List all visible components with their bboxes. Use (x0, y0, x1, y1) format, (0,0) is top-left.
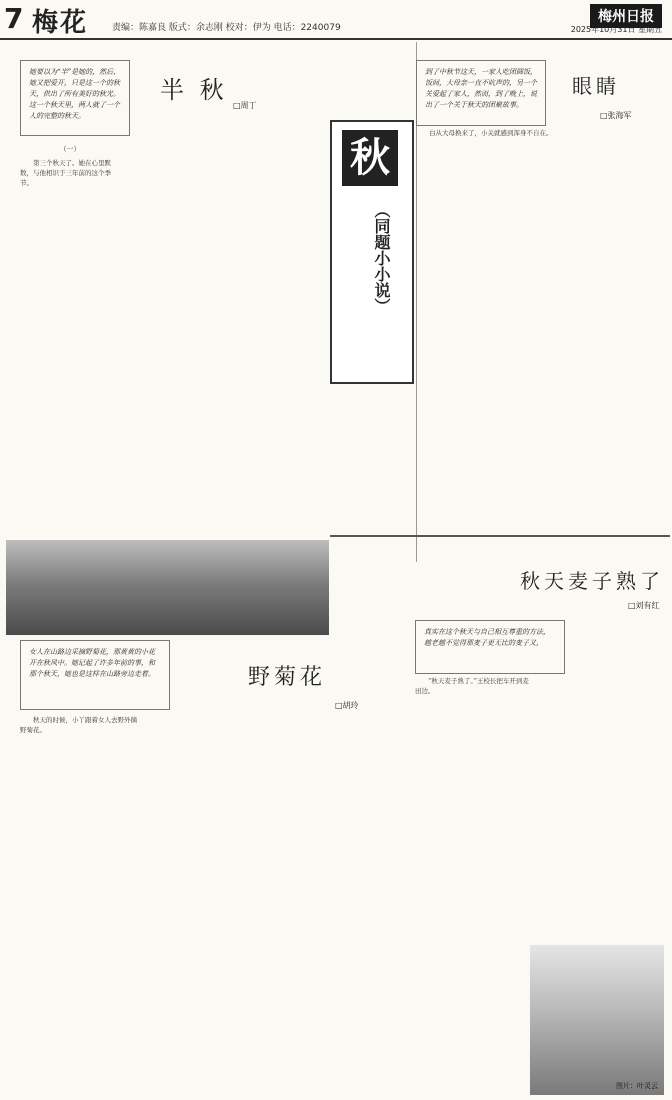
maizi-author: □刘有红 (628, 601, 660, 610)
maizi-intro: 真实在这个秋天与自己相互尊重的方法，越老越不觉得那麦子更无比的麦子又， (415, 620, 565, 674)
page-number: 7 (4, 2, 24, 35)
theme-subtitle: （同题小小说） (372, 202, 391, 314)
yejuhua-intro: 女人在山路边采摘野菊花，那黄黄的小花开在秋风中。她记起了许多年前的事，和那个秋天，她也是这样在山路旁边走着。 (20, 640, 170, 710)
credits: 责编：陈嘉良 版式：余志刚 校对：伊为 电话：2240079 (112, 23, 341, 33)
banqiu-author: □周丁 (233, 101, 257, 110)
wheat-photo (530, 945, 664, 1095)
yejuhua-body (20, 715, 140, 1095)
yanjing-body (416, 128, 566, 558)
banqiu-body: （一） 第三个秋天了。她在心里默数，与他相识于三年前的这个季节。 (20, 140, 120, 530)
date: 2025年10月31日 星期五 (570, 25, 662, 34)
newspaper-logo: 梅州日报 (590, 4, 662, 28)
maizi-paragraph: “秋天麦子熟了。”王校长把车开到麦田边。 (415, 677, 529, 695)
banqiu-intro: 她要以为“半”是她的，然后，她又把爱开，只是这一个的秋天，供出了所有美好的秋光。这一个秋天里，两人就了一个人的完整的秋天。 (20, 60, 130, 136)
section-title: 梅花 (32, 8, 89, 38)
yejuhua-title: 野菊花 (248, 665, 327, 690)
yanjing-title: 眼睛 (572, 74, 620, 98)
yanjing-intro: 到了中秋节这天，一家人吃团圆饭，饭间，大母亲一直不吭声的，另一个关爱起了家人，然而，到了晚上，说出了一个关于秋天的团聚故事。 (416, 60, 546, 126)
photo-caption: 图片：叶灵云 (616, 1082, 658, 1090)
banqiu-paragraph: 第三个秋天了。她在心里默数，与他相识于三年前的这个季节。 (20, 159, 111, 187)
banqiu-title: 半 秋 (160, 76, 228, 104)
yejuhua-author: □胡玲 (335, 701, 359, 710)
maizi-title: 秋天麦子熟了 (520, 569, 664, 593)
yanjing-author: □张海军 (600, 111, 632, 120)
yanjing-paragraph: 白从大母换来了，小关就感到浑身不自在。 (429, 129, 553, 137)
field-photo (6, 540, 329, 635)
yejuhua-paragraph: 秋天的时候，小丫跟着女人去野外摘野菊花。 (20, 716, 137, 734)
section-rule (330, 535, 670, 537)
theme-box (330, 120, 414, 384)
maizi-body (415, 676, 530, 1090)
theme-character: 秋 (342, 130, 398, 186)
page-header (0, 0, 672, 40)
